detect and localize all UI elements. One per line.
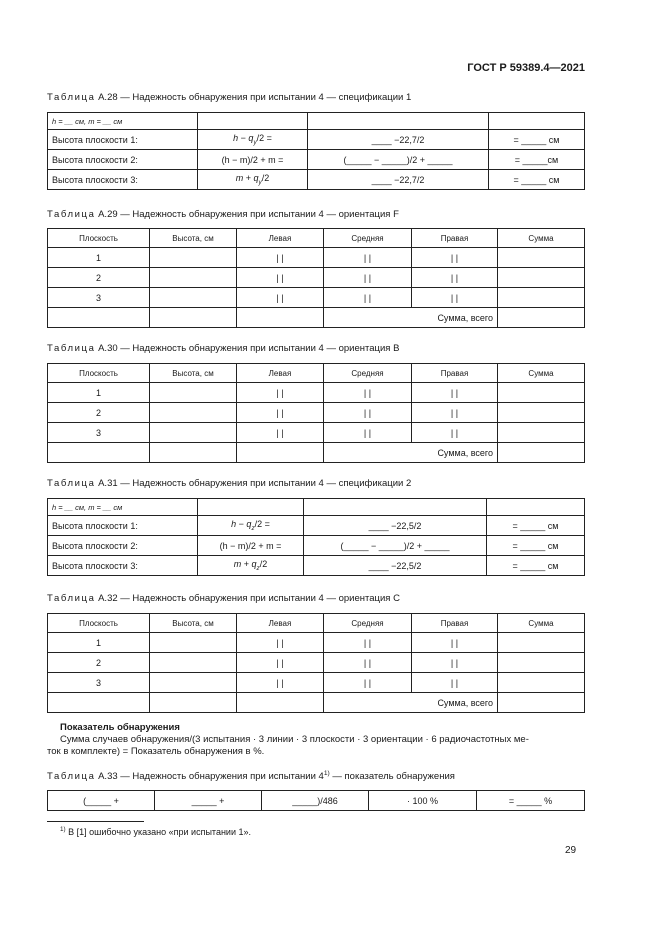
table-a28: [47, 112, 585, 190]
table-a33: [47, 790, 585, 811]
table-row: 2 | | | | | |: [48, 403, 585, 423]
table-total-row: Сумма, всего: [48, 443, 585, 463]
table-row: Высота плоскости 2: (h − m)/2 + m = (_____ − _____)/2 + _____ = _____ см: [48, 536, 585, 556]
table-row: 3 | | | | | |: [48, 423, 585, 443]
indicator-heading: Показатель обнаружения: [60, 722, 180, 733]
table-row: Высота плоскости 3: $m + q_y/2$ ____ −22,7/2 = _____ см: [48, 170, 585, 190]
table-row: 3 | | | | | |: [48, 288, 585, 308]
table-a33-caption: Таблица А.33 — Надежность обнаружения при испытании 4$^{1)}$ — показатель обнаружения: [47, 770, 455, 783]
table-row: 1 | | | | | |: [48, 383, 585, 403]
table-a30: Плоскость Высота, см Левая Средняя Правая Сумма 1 | | | | | | 2 | | | | | | 3 | | | | | | Сумма, всего: [47, 363, 585, 463]
table-row: Высота плоскости 2: (h − m)/2 + m = (_____ − _____)/2 + _____ = _____см: [48, 150, 585, 170]
table-a31-head: h = __ см, m = __ см: [48, 499, 198, 516]
table-a28-head: h = __ см, m = __ см: [48, 113, 198, 130]
table-row: 1 | | | | | |: [48, 633, 585, 653]
table-a29: Плоскость Высота, см Левая Средняя Правая Сумма 1 | | | | | | 2 | | | | | | 3 | | | | | | Сумма, всего: [47, 228, 585, 328]
table-a31: [47, 498, 585, 576]
table-row: (_____ + _____ + _____)/486 · 100 % = _____ %: [48, 791, 585, 811]
table-a30-caption: Таблица А.30 — Надежность обнаружения при испытании 4 — ориентация B: [47, 343, 400, 354]
footnote: $^{1)}$ В [1] ошибочно указано «при испытании 1».: [60, 826, 251, 837]
table-row: 2 | | | | | |: [48, 268, 585, 288]
table-row: 3 | | | | | |: [48, 673, 585, 693]
table-row: 2 | | | | | |: [48, 653, 585, 673]
table-total-row: Сумма, всего: [48, 308, 585, 328]
table-a32: Плоскость Высота, см Левая Средняя Правая Сумма 1 | | | | | | 2 | | | | | | 3 | | | | | | Сумма, всего: [47, 613, 585, 713]
indicator-line-1: Сумма случаев обнаружения/(3 испытания · 3 линии · 3 плоскости · 3 ориентации · 6 радиочастотных ме-: [60, 734, 529, 745]
document-id: ГОСТ Р 59389.4—2021: [467, 62, 585, 74]
table-row: 1 | | | | | |: [48, 248, 585, 268]
table-row: Высота плоскости 1: $h - q_z/2$ = ____ −22,5/2 = _____ см: [48, 516, 585, 536]
footnote-separator: [47, 821, 144, 822]
table-total-row: Сумма, всего: [48, 693, 585, 713]
table-row: Высота плоскости 1: $h - q_y/2$ = ____ −22,7/2 = _____ см: [48, 130, 585, 150]
table-row: Высота плоскости 3: $m + q_z/2$ ____ −22,5/2 = _____ см: [48, 556, 585, 576]
table-a29-caption: Таблица А.29 — Надежность обнаружения при испытании 4 — ориентация F: [47, 209, 399, 220]
table-a32-caption: Таблица А.32 — Надежность обнаружения при испытании 4 — ориентация C: [47, 593, 400, 604]
indicator-line-2: ток в комплекте) = Показатель обнаружения в %.: [47, 746, 265, 757]
page-number: 29: [565, 845, 577, 856]
table-a28-caption: Таблица А.28 — Надежность обнаружения при испытании 4 — спецификации 1: [47, 92, 412, 103]
table-a31-caption: Таблица А.31 — Надежность обнаружения при испытании 4 — спецификации 2: [47, 478, 412, 489]
